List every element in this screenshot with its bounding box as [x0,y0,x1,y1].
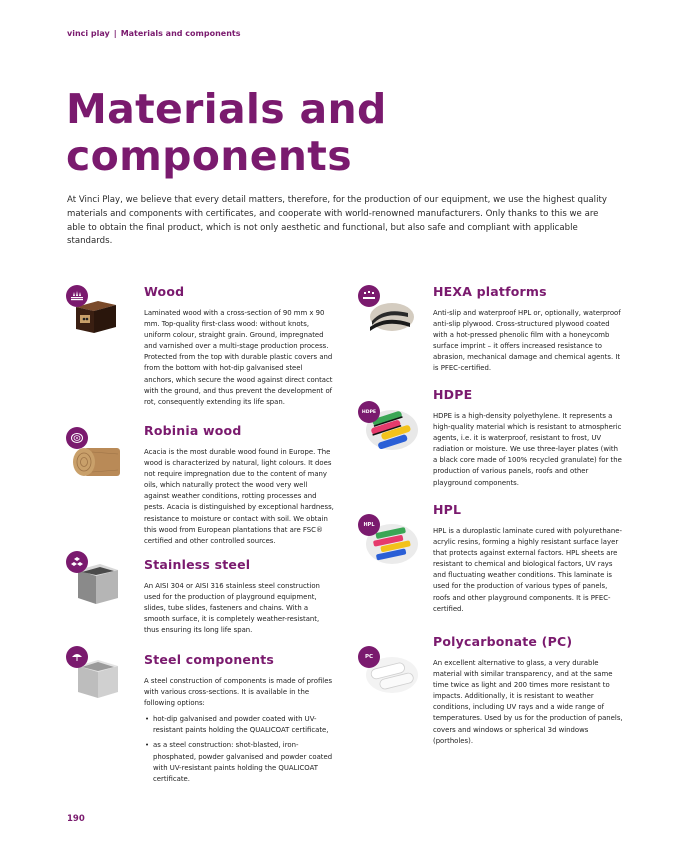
section-title: Stainless steel [144,557,251,572]
section-body: HDPE is a high-density polyethylene. It represents a high-quality material which is resistant to atmospheric agents, i.e. it is waterproof, resistant to frost, UV radiation or moisture. We use three-layer plates (with a black core made of 100% recycled granulate) for the production of various panels, roofs and other playground components. [433,412,622,487]
list-item: • hot-dip galvanised and powder coated with UV-resistant paints holding the QUALICOAT certificate, [144,714,334,736]
polycarbonate-icon [358,646,380,668]
section-body: An AISI 304 or AISI 316 stainless steel construction used for the production of playground equipment, slides, tube slides, fasteners and chains. With a smooth surface, it is completely weather-resistant, thus ensuring its long life span. [144,582,320,635]
breadcrumb [67,29,240,38]
steel-options-list [144,714,334,785]
section-hpl [433,502,623,615]
robinia-wood-icon [66,427,88,449]
intro-paragraph: At Vinci Play, we believe that every detail matters, therefore, for the production of our equipment, we use the highest quality materials and components with certificates, and cooperate with world-renowned manufacturers. Only thanks to this we are able to obtain the final product, which is not only aesthetic and functional, but also safe and compliant with applicable standards. [67,195,607,247]
breadcrumb-current: Materials and components [120,29,241,38]
section-title: Wood [144,284,185,299]
section-robinia-wood [144,423,334,547]
hexa-platforms-icon [358,285,380,307]
hdpe-icon [358,401,380,423]
section-steel-components [144,652,334,789]
section-title: HEXA platforms [433,284,547,299]
section-title: HPL [433,502,462,517]
section-body: Laminated wood with a cross-section of 90 mm x 90 mm. Top-quality first-class wood: without knots, uniform colour, straight grain. Ground, impregnated and varnished over a multi-stage production process. Protected from the top with durable plastic covers and from the bottom with hot-dip galvanised steel anchors, which secure the wood against direct contact with the ground, and thus prevent the development of rot, consequently extending its life span. [144,309,333,406]
section-body: Acacia is the most durable wood found in Europe. The wood is characterized by natural, light colours. It does not require impregnation due to the content of many oils, which naturally protect the wood very well against weather conditions, rotting processes and pests. Acacia is distinguished by exceptional hardness, resistance to moisture or contact with soil. We obtain this wood from European plantations that are FSC® certified and other controlled sources. [144,448,334,545]
section-title: HDPE [433,387,473,402]
section-body: HPL is a duroplastic laminate cured with polyurethane-acrylic resins, forming a highly resistant surface layer that protects against external factors. HPL sheets are resistant to chemical and biological factors, UV rays and fluctuating weather conditions. This laminate is used for the production of various types of panels, roofs and other playground components. It is PFEC-certified. [433,527,622,613]
section-hdpe [433,387,623,489]
steel-components-icon [66,646,88,668]
section-polycarbonate [433,634,623,747]
stainless-steel-icon [66,551,88,573]
section-wood [144,284,334,408]
section-body: An excellent alternative to glass, a very durable material with similar transparency, and at the same time twice as light and 200 times more resistant to impacts. Additionally, it is resistant to weather conditions, including UV rays and a wide range of temperatures. Used by us for the production of panels, covers and windows or spherical 3d windows (portholes). [433,659,623,745]
section-title: Steel components [144,652,275,667]
breadcrumb-brand: vinci play [67,29,110,38]
page-number: 190 [67,814,85,824]
badge-label: HDPE [361,409,377,415]
section-title: Polycarbonate (PC) [433,634,573,649]
section-body: Anti-slip and waterproof HPL or, optionally, waterproof anti-slip plywood. Cross-structured plywood coated with a hot-pressed phenolic film with a honeycomb surface imprint – it offers increased resistance to abrasion, mechanical damage and chemical agents. It is PFEC-certified. [433,309,621,373]
badge-label: HPL [363,522,375,528]
section-body: A steel construction of components is made of profiles with various cross-sections. It is available in the following options: [144,677,333,708]
page-title: Materials and components [66,85,387,180]
section-stainless-steel [144,557,334,636]
hpl-icon [358,514,380,536]
wood-icon [66,285,88,307]
section-title: Robinia wood [144,423,242,438]
badge-label: PC [364,654,374,660]
section-hexa-platforms [433,284,623,375]
breadcrumb-separator: | [113,29,117,38]
list-item: • as a steel construction: shot-blasted, iron-phosphated, powder galvanised and powder coated with UV-resistant paints holding the QUALICOAT certificate. [144,740,334,784]
